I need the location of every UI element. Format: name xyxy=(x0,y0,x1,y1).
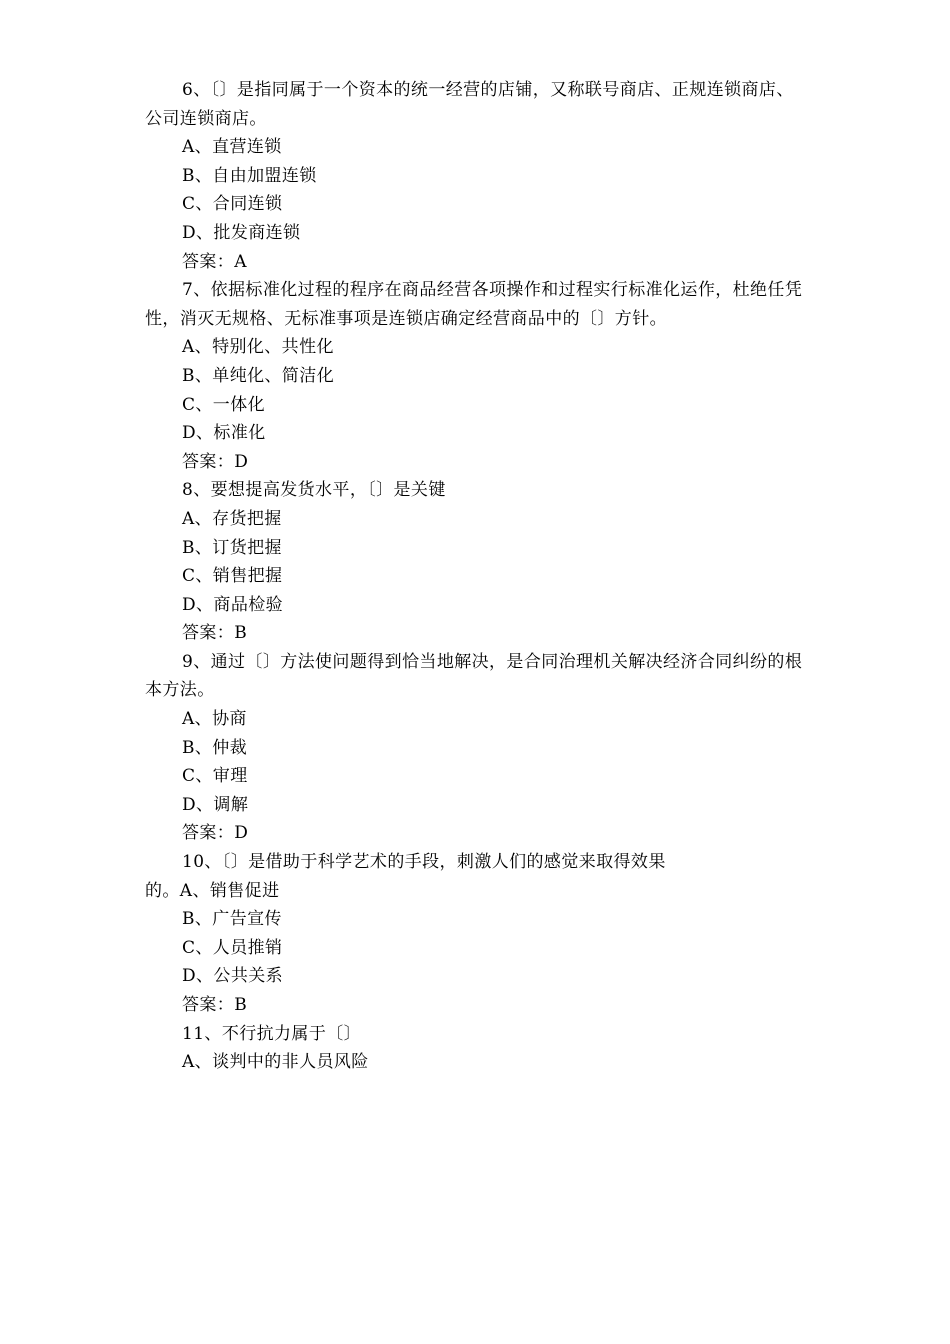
answer: 答案：B xyxy=(182,995,248,1015)
question-stem: 11、不行抗力属于〔〕 xyxy=(182,1023,362,1044)
option-b: B、广告宣传 xyxy=(182,909,282,930)
option-c: C、销售把握 xyxy=(182,566,283,587)
option-a: A、特别化、共性化 xyxy=(182,337,334,358)
question-stem: 7、依据标准化过程的程序在商品经营各项操作和过程实行标准化运作，杜绝任凭性，消灭无规格、无标准事项是连锁店确定经营商品中的〔〕方针。 xyxy=(145,280,803,329)
option-c: C、人员推销 xyxy=(182,937,283,958)
option-a: A、存货把握 xyxy=(182,508,282,529)
question-10 xyxy=(145,848,810,1020)
answer: 答案：D xyxy=(182,823,249,844)
option-c: C、合同连锁 xyxy=(182,194,283,215)
option-b: B、仲裁 xyxy=(182,737,248,758)
option-d: D、公共关系 xyxy=(182,966,284,987)
document-page xyxy=(145,76,810,1077)
question-stem: 8、要想提高发货水平，〔〕是关键 xyxy=(182,480,446,501)
question-9 xyxy=(145,648,810,848)
option-d: D、商品检验 xyxy=(182,594,284,615)
question-stem-line-1: 10、〔〕是借助于科学艺术的手段，刺激人们的感觉来取得效果 xyxy=(182,852,666,873)
option-a: A、直营连锁 xyxy=(182,137,282,158)
question-6 xyxy=(145,76,810,276)
option-a: A、协商 xyxy=(182,709,247,730)
answer: 答案：A xyxy=(182,251,247,272)
question-stem-line-2: 的。A、销售促进 xyxy=(145,880,280,901)
answer: 答案：D xyxy=(182,451,249,472)
option-c: C、审理 xyxy=(182,766,248,787)
question-7 xyxy=(145,276,810,476)
option-c: C、一体化 xyxy=(182,394,266,415)
question-stem: 6、〔〕是指同属于一个资本的统一经营的店铺，又称联号商店、正规连锁商店、公司连锁商店。 xyxy=(145,80,794,129)
option-b: B、单纯化、简洁化 xyxy=(182,365,335,386)
question-8 xyxy=(145,476,810,648)
question-stem: 9、通过〔〕方法使问题得到恰当地解决，是合同治理机关解决经济合同纠纷的根本方法。 xyxy=(145,651,803,701)
option-b: B、自由加盟连锁 xyxy=(182,165,317,186)
option-d: D、调解 xyxy=(182,794,249,815)
question-11 xyxy=(145,1020,810,1077)
option-d: D、标准化 xyxy=(182,423,266,444)
answer: 答案：B xyxy=(182,623,248,644)
option-d: D、批发商连锁 xyxy=(182,222,301,243)
option-b: B、订货把握 xyxy=(182,537,282,558)
option-a: A、谈判中的非人员风险 xyxy=(182,1052,369,1073)
